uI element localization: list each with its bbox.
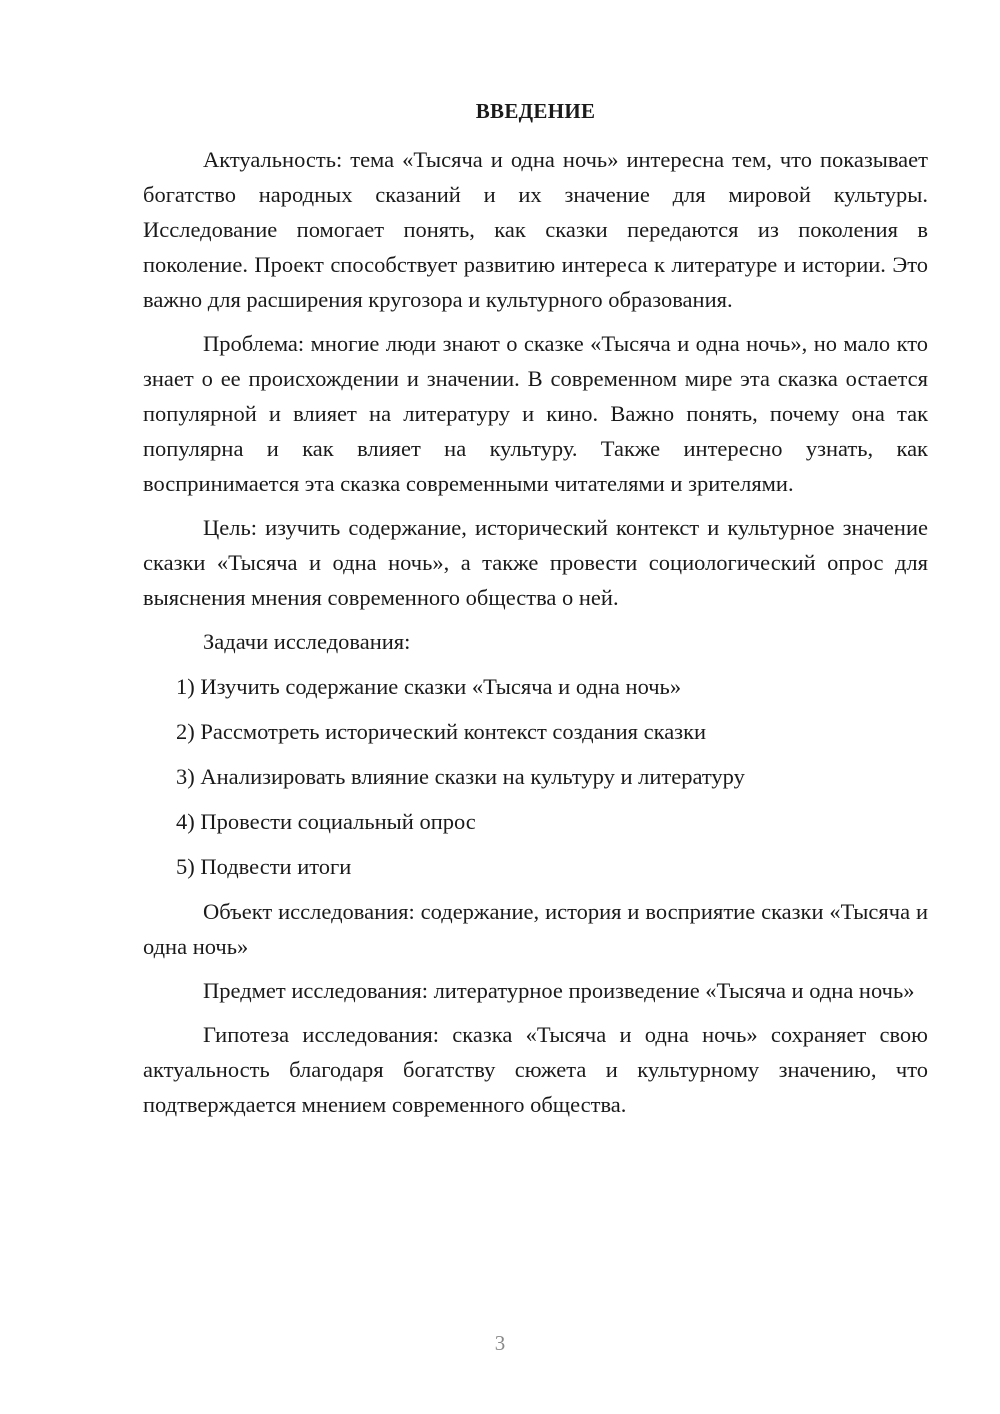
tasks-heading: Задачи исследования:: [203, 629, 411, 654]
page-number: 3: [494, 1331, 506, 1355]
list-item: 1) Изучить содержание сказки «Тысяча и одна ночь»: [176, 674, 682, 699]
page-title: ВВЕДЕНИЕ: [475, 99, 596, 123]
list-item: 4) Провести социальный опрос: [176, 809, 476, 834]
list-item: 5) Подвести итоги: [176, 854, 352, 879]
paragraph-subject: Предмет исследования: литературное произведение «Тысяча и одна ночь»: [203, 978, 915, 1003]
document-page: [143, 94, 928, 1131]
paragraph-hypothesis: Гипотеза исследования: сказка «Тысяча и одна ночь» сохраняет свою актуальность благодаря богатству сюжета и культурному значению, что подтверждается мнением современного общества.: [143, 1022, 928, 1117]
tasks-list: [143, 669, 928, 884]
paragraph-goal: Цель: изучить содержание, исторический контекст и культурное значение сказки «Тысяча и одна ночь», а также провести социологический опрос для выяснения мнения современного общества о ней.: [143, 515, 928, 610]
paragraph-relevance: Актуальность: тема «Тысяча и одна ночь» интересна тем, что показывает богатство народных сказаний и их значение для мировой культуры. Исследование помогает понять, как сказки передаются из поколения в поколение. Проект способствует развитию интереса к литературе и истории. Это важно для расширения кругозора и культурного образования.: [143, 147, 928, 312]
list-item: 3) Анализировать влияние сказки на культуру и литературу: [176, 764, 745, 789]
paragraph-problem: Проблема: многие люди знают о сказке «Тысяча и одна ночь», но мало кто знает о ее происхождении и значении. В современном мире эта сказка остается популярной и влияет на литературу и кино. Важно понять, почему она так популярна и как влияет на культуру. Также интересно узнать, как воспринимается эта сказка современными читателями и зрителями.: [143, 331, 928, 496]
list-item: 2) Рассмотреть исторический контекст создания сказки: [176, 719, 707, 744]
paragraph-object: Объект исследования: содержание, история и восприятие сказки «Тысяча и одна ночь»: [143, 899, 928, 959]
